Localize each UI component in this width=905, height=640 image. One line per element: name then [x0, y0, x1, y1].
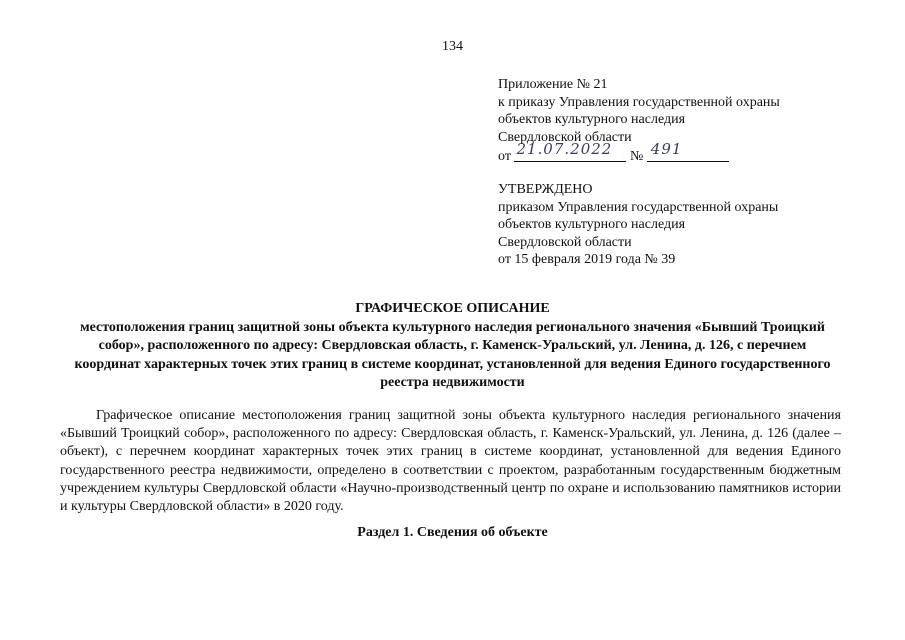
- date-prefix: от: [498, 149, 511, 164]
- number-prefix: №: [629, 149, 644, 164]
- appendix-block: [498, 76, 780, 166]
- appendix-title: Приложение № 21: [498, 77, 608, 92]
- title-subtitle: местоположения границ защитной зоны объекта культурного наследия регионального значения «Бывший Троицкий собор», расположенного по адресу: Свердловская область, г. Каменск-Уральский, ул. Ленина, д. 126, с перечнем координат характерных точек этих границ в системе координат, установленной для ведения Единого государственного реестра недвижимости: [74, 319, 831, 390]
- approved-block: [498, 181, 778, 269]
- appendix-heritage-line: объектов культурного наследия: [498, 112, 686, 127]
- title-heading: ГРАФИЧЕСКОЕ ОПИСАНИЕ: [355, 301, 550, 316]
- approved-heading: УТВЕРЖДЕНО: [498, 182, 593, 197]
- number-field: [647, 140, 729, 162]
- approved-heritage-line: объектов культурного наследия: [498, 217, 686, 232]
- body-paragraph: Графическое описание местоположения границ защитной зоны объекта культурного наследия регионального значения «Бывший Троицкий собор», расположенного по адресу: Свердловская область, г. Каменск-Уральский, ул. Ленина, д. 126 (далее – объект), с перечнем координат характерных точек этих границ в системе координат, установленной для ведения Единого государственного реестра недвижимости, определено в соответствии с проектом, разработанным государственным бюджетным учреждением культуры Свердловской области «Научно-производственный центр по охране и использованию памятников истории и культуры Свердловской области» в 2020 году.: [60, 408, 841, 515]
- handwritten-date: 21.07.2022: [516, 140, 613, 158]
- handwritten-number: 491: [650, 140, 683, 158]
- approved-date-line: от 15 февраля 2019 года № 39: [498, 252, 676, 267]
- appendix-order-line: к приказу Управления государственной охраны: [498, 94, 780, 110]
- approved-order-line: приказом Управления государственной охраны: [498, 199, 779, 215]
- appendix-date-number-line: [498, 140, 780, 166]
- section-heading: Раздел 1. Сведения об объекте: [357, 525, 548, 540]
- appendix-region-line: Свердловской области: [498, 129, 632, 145]
- document-title: [70, 300, 835, 393]
- date-field: [514, 140, 626, 162]
- page-number: 134: [442, 39, 463, 54]
- approved-region-line: Свердловской области: [498, 234, 632, 250]
